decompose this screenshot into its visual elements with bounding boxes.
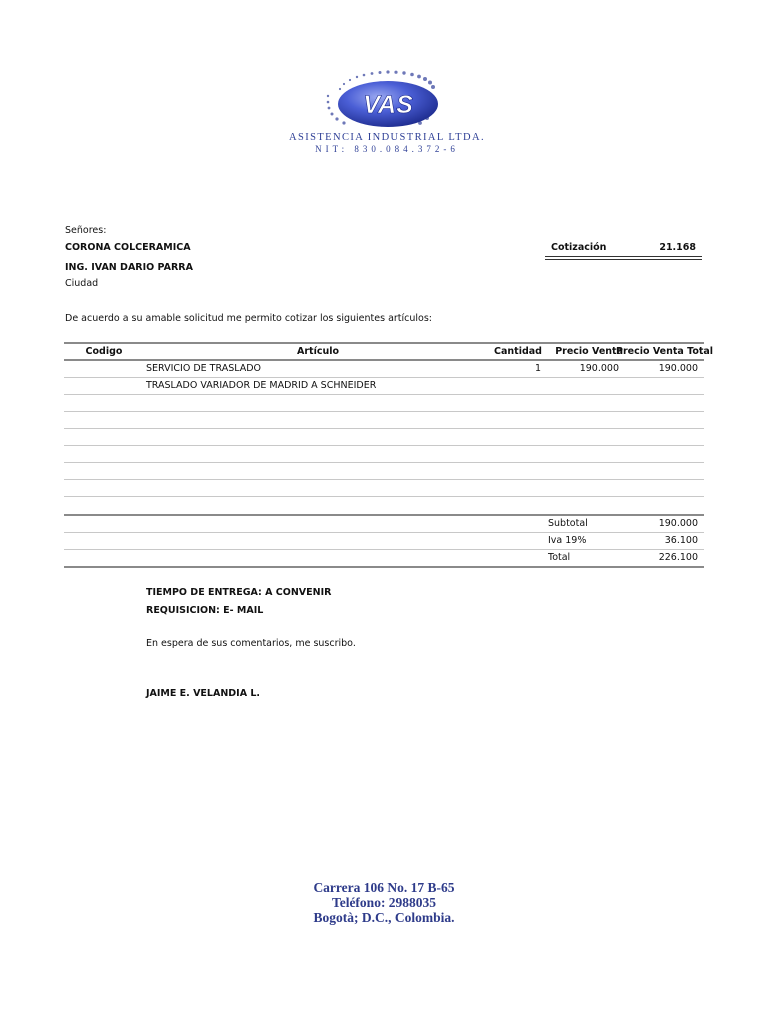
subtotal-value: 190.000 <box>625 515 704 533</box>
empty-row <box>64 429 704 446</box>
recipient-city: Ciudad <box>65 278 99 289</box>
iva-value: 36.100 <box>625 532 704 549</box>
quote-underline-bottom <box>545 259 702 260</box>
intro-text: De acuerdo a su amable solicitud me permito cotizar los siguientes artículos: <box>65 313 433 324</box>
closing-text: En espera de sus comentarios, me suscribo. <box>146 638 356 649</box>
subtotal-row <box>64 515 704 533</box>
salutation: Señores: <box>65 225 107 236</box>
cell-precio-total: 190.000 <box>625 360 704 378</box>
company-logo <box>262 68 512 158</box>
recipient-contact: ING. IVAN DARIO PARRA <box>65 262 193 273</box>
cell-articulo: TRASLADO VARIADOR DE MADRID A SCHNEIDER <box>144 378 492 395</box>
header-precio-venta: Precio Venta <box>544 343 625 360</box>
quote-number: 21.168 <box>659 242 696 253</box>
quote-underline-top <box>545 256 702 257</box>
table-row <box>64 360 704 378</box>
table-row <box>64 378 704 395</box>
requisition-terms: REQUISICION: E- MAIL <box>146 605 264 616</box>
footer-address: Carrera 106 No. 17 B-65 <box>313 880 455 895</box>
total-value: 226.100 <box>625 549 704 567</box>
vas-logo-emblem <box>262 68 512 134</box>
company-name: ASISTENCIA INDUSTRIAL LTDA. <box>289 132 485 143</box>
footer-phone: Teléfono: 2988035 <box>331 895 437 910</box>
company-nit: NIT: 830.084.372-6 <box>315 144 459 154</box>
cell-precio-unit <box>544 378 625 395</box>
logo-text: VAS <box>363 91 413 119</box>
empty-row <box>64 463 704 480</box>
table-header-row <box>64 343 704 360</box>
cell-codigo <box>64 360 144 378</box>
header-cantidad: Cantidad <box>492 343 544 360</box>
empty-row <box>64 395 704 412</box>
empty-row <box>64 497 704 515</box>
total-row <box>64 549 704 567</box>
cell-cantidad <box>492 378 544 395</box>
iva-label: Iva 19% <box>544 532 625 549</box>
cell-cantidad: 1 <box>492 360 544 378</box>
iva-row <box>64 532 704 549</box>
empty-row <box>64 446 704 463</box>
items-table <box>64 342 714 568</box>
delivery-terms: TIEMPO DE ENTREGA: A CONVENIR <box>146 587 332 598</box>
subtotal-label: Subtotal <box>544 515 625 533</box>
footer-city: Bogotà; D.C., Colombia. <box>313 910 455 925</box>
cell-codigo <box>64 378 144 395</box>
cell-precio-unit: 190.000 <box>544 360 625 378</box>
recipient-company: CORONA COLCERAMICA <box>65 242 191 253</box>
total-label: Total <box>544 549 625 567</box>
signature-name: JAIME E. VELANDIA L. <box>146 688 261 699</box>
cell-precio-total <box>625 378 704 395</box>
header-codigo: Codigo <box>64 343 144 360</box>
empty-row <box>64 412 704 429</box>
empty-row <box>64 480 704 497</box>
header-articulo: Artículo <box>144 343 492 360</box>
quote-label: Cotización <box>551 242 607 253</box>
cell-articulo: SERVICIO DE TRASLADO <box>144 360 492 378</box>
header-precio-venta-total: Precio Venta Total <box>625 343 704 360</box>
